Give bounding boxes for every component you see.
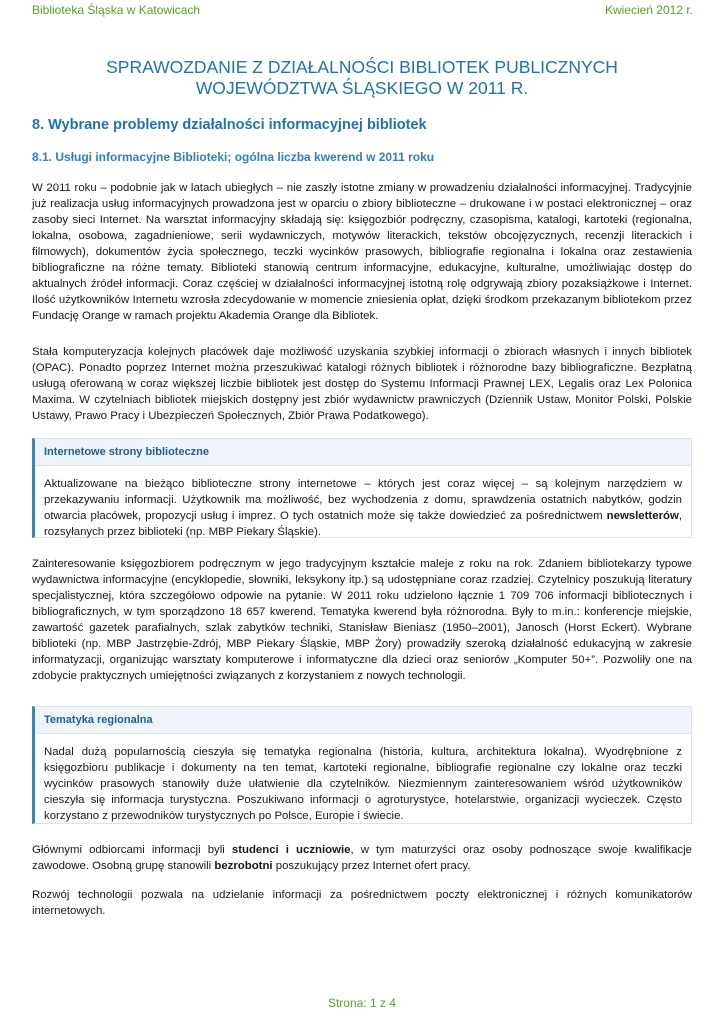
info-box-websites-text-start: Aktualizowane na bieżąco biblioteczne strony internetowe – których jest coraz więcej – są kolejnym narzędziem w przekazywaniu informacji. Użytkownik ma możliwość, bez wychodzenia z domu, sprawdzenia ostatnich nabytków, godzin otwarcia placówek, propozycji usług i imprez. O tych ostatnich może się także dowiedzieć za pośrednictwem (44, 478, 682, 522)
paragraph-5: Rozwój technologii pozwala na udzielanie informacji za pośrednictwem poczty elektronicznej i różnych komunikatorów internetowych. (32, 889, 692, 917)
subsection-heading: 8.1. Usługi informacyjne Biblioteki; ogólna liczba kwerend w 2011 roku (32, 150, 435, 164)
paragraph-3: Zainteresowanie księgozbiorem podręcznym w jego tradycyjnym kształcie maleje z roku na rok. Zdaniem bibliotekarzy typowe wydawnictwa informacyjne (encyklopedie, słowniki, leksykony itp.) są udostępniane coraz rzadziej. Czytelnicy poszukują literatury specjalistycznej, która szczegółowo odpowie na pytanie. W 2011 roku udzielono łącznie 1 709 706 informacji bibliotecznych i bibliograficznych, w tym sporządzono 18 657 kwerend. Tematyka kwerend była różnorodna. Były to m.in.: konferencje miejskie, zawartość gazetek parafialnych, szlak zabytków techniki, Stanisław Bieniasz (1950–2001), Janosch (Horst Eckert). Wybrane biblioteki (np. MBP Jastrzębie-Zdrój, MBP Piekary Śląskie, MBP Żory) prowadziły szeroką działalność edukacyjną w zakresie informatyzacji, organizując warsztaty komputerowe i informatyczne dla dzieci oraz seniorów „Komputer 50+”. Pozwoliły one na zdobycie praktycznych umiejętności związanych z korzystaniem z nowych technologii. (32, 558, 692, 682)
info-box-websites-text-end: , rozsyłanych przez biblioteki (np. MBP Piekary Śląskie). (44, 510, 682, 538)
report-title (32, 57, 692, 99)
header-right: Kwiecień 2012 r. (604, 3, 693, 17)
students-bold: studenci i uczniowie (231, 844, 351, 856)
section-heading: 8. Wybrane problemy działalności informacyjnej bibliotek (32, 117, 427, 133)
info-box-regional-title: Tematyka regionalna (35, 707, 691, 734)
page-number: Strona: 1 z 4 (327, 996, 397, 1010)
info-box-websites-text (35, 466, 691, 540)
header-left: Biblioteka Śląska w Katowicach (32, 3, 201, 17)
unemployed-bold: bezrobotni (214, 860, 273, 872)
paragraph-4-middle: , w tym maturzyści oraz osoby podnoszące swoje kwalifikacje zawodowe. Osobną grupę stanowili (32, 844, 692, 872)
info-box-regional (32, 706, 692, 824)
report-title-line2: WOJEWÓDZTWA ŚLĄSKIEGO W 2011 R. (195, 78, 529, 98)
info-box-websites-title: Internetowe strony biblioteczne (35, 439, 691, 466)
info-box-regional-text: Nadal dużą popularnością cieszyła się tematyka regionalna (historia, kultura, architektura lokalna). Wyodrębnione z księgozbioru publikacje i dokumenty na ten temat, kartoteki regionalne, bibliografie regionalne czy lokalne oraz teczki wycinków prasowych stanowiły duże ułatwienie dla czytelników. Niezmiennym zainteresowaniem wśród użytkowników cieszyła się informacja turystyczna. Poszukiwano informacji o agroturystyce, hotelarstwie, organizacji wycieczek. Często korzystano z przewodników turystycznych po Polsce, Europie i świecie. (44, 746, 682, 822)
paragraph-2: Stała komputeryzacja kolejnych placówek daje możliwość uzyskania szybkiej informacji o zbiorach własnych i innych bibliotek (OPAC). Ponadto poprzez Internet można przeszukiwać katalogi różnych bibliotek i różnorodne bazy bibliograficzne. Bezpłatną usługą oferowaną w coraz większej liczbie bibliotek jest dostęp do Systemu Informacji Prawnej LEX, Legalis oraz Lex Polonica Maxima. W czytelniach bibliotek miejskich dostępny jest zbiór wydawnictw prawniczych (Dziennik Ustaw, Monitor Polski, Polskie Ustawy, Prawo Pracy i Ubezpieczeń Społecznych, Zbiór Prawa Podatkowego). (32, 346, 692, 422)
paragraph-4-end: poszukujący przez Internet ofert pracy. (272, 860, 471, 872)
paragraph-1: W 2011 roku – podobnie jak w latach ubiegłych – nie zaszły istotne zmiany w prowadzeniu działalności informacyjnej. Tradycyjnie już realizacja usług informacyjnych prowadzona jest w oparciu o zbiory biblioteczne – drukowane i w postaci elektronicznej – oraz zasoby sieci Internet. Na warsztat informacyjny składają się: księgozbiór podręczny, czasopisma, katalogi, kartoteki (regionalna, lokalna, osobowa, zagadnieniowe, serii wydawniczych, motywów literackich, tekstów obcojęzycznych, recenzji literackich i filmowych), dokumentów życia społecznego, teczki wycinków prasowych, bibliografie regionalna i lokalna oraz zestawienia bibliograficzne na różne tematy. Biblioteki stanowią centrum informacyjne, edukacyjne, kulturalne, umożliwiając dostęp do aktualnych źródeł informacji. Coraz częściej w działalności informacyjnej istotną rolę odgrywają zbiory pozaksiążkowe i Internet. Ilość użytkowników Internetu wzrosła zdecydowanie w momencie zniesienia opłat, dzięki środkom przekazanym bibliotekom przez Fundację Orange w ramach projektu Akademia Orange dla Bibliotek. (32, 182, 692, 322)
newsletter-bold: newsletterów (606, 510, 679, 522)
report-title-line1: SPRAWOZDANIE Z DZIAŁALNOŚCI BIBLIOTEK PUBLICZNYCH (106, 57, 618, 77)
paragraph-4-start: Głównymi odbiorcami informacji byli (32, 844, 232, 856)
paragraph-4 (32, 842, 692, 874)
info-box-websites (32, 438, 692, 538)
